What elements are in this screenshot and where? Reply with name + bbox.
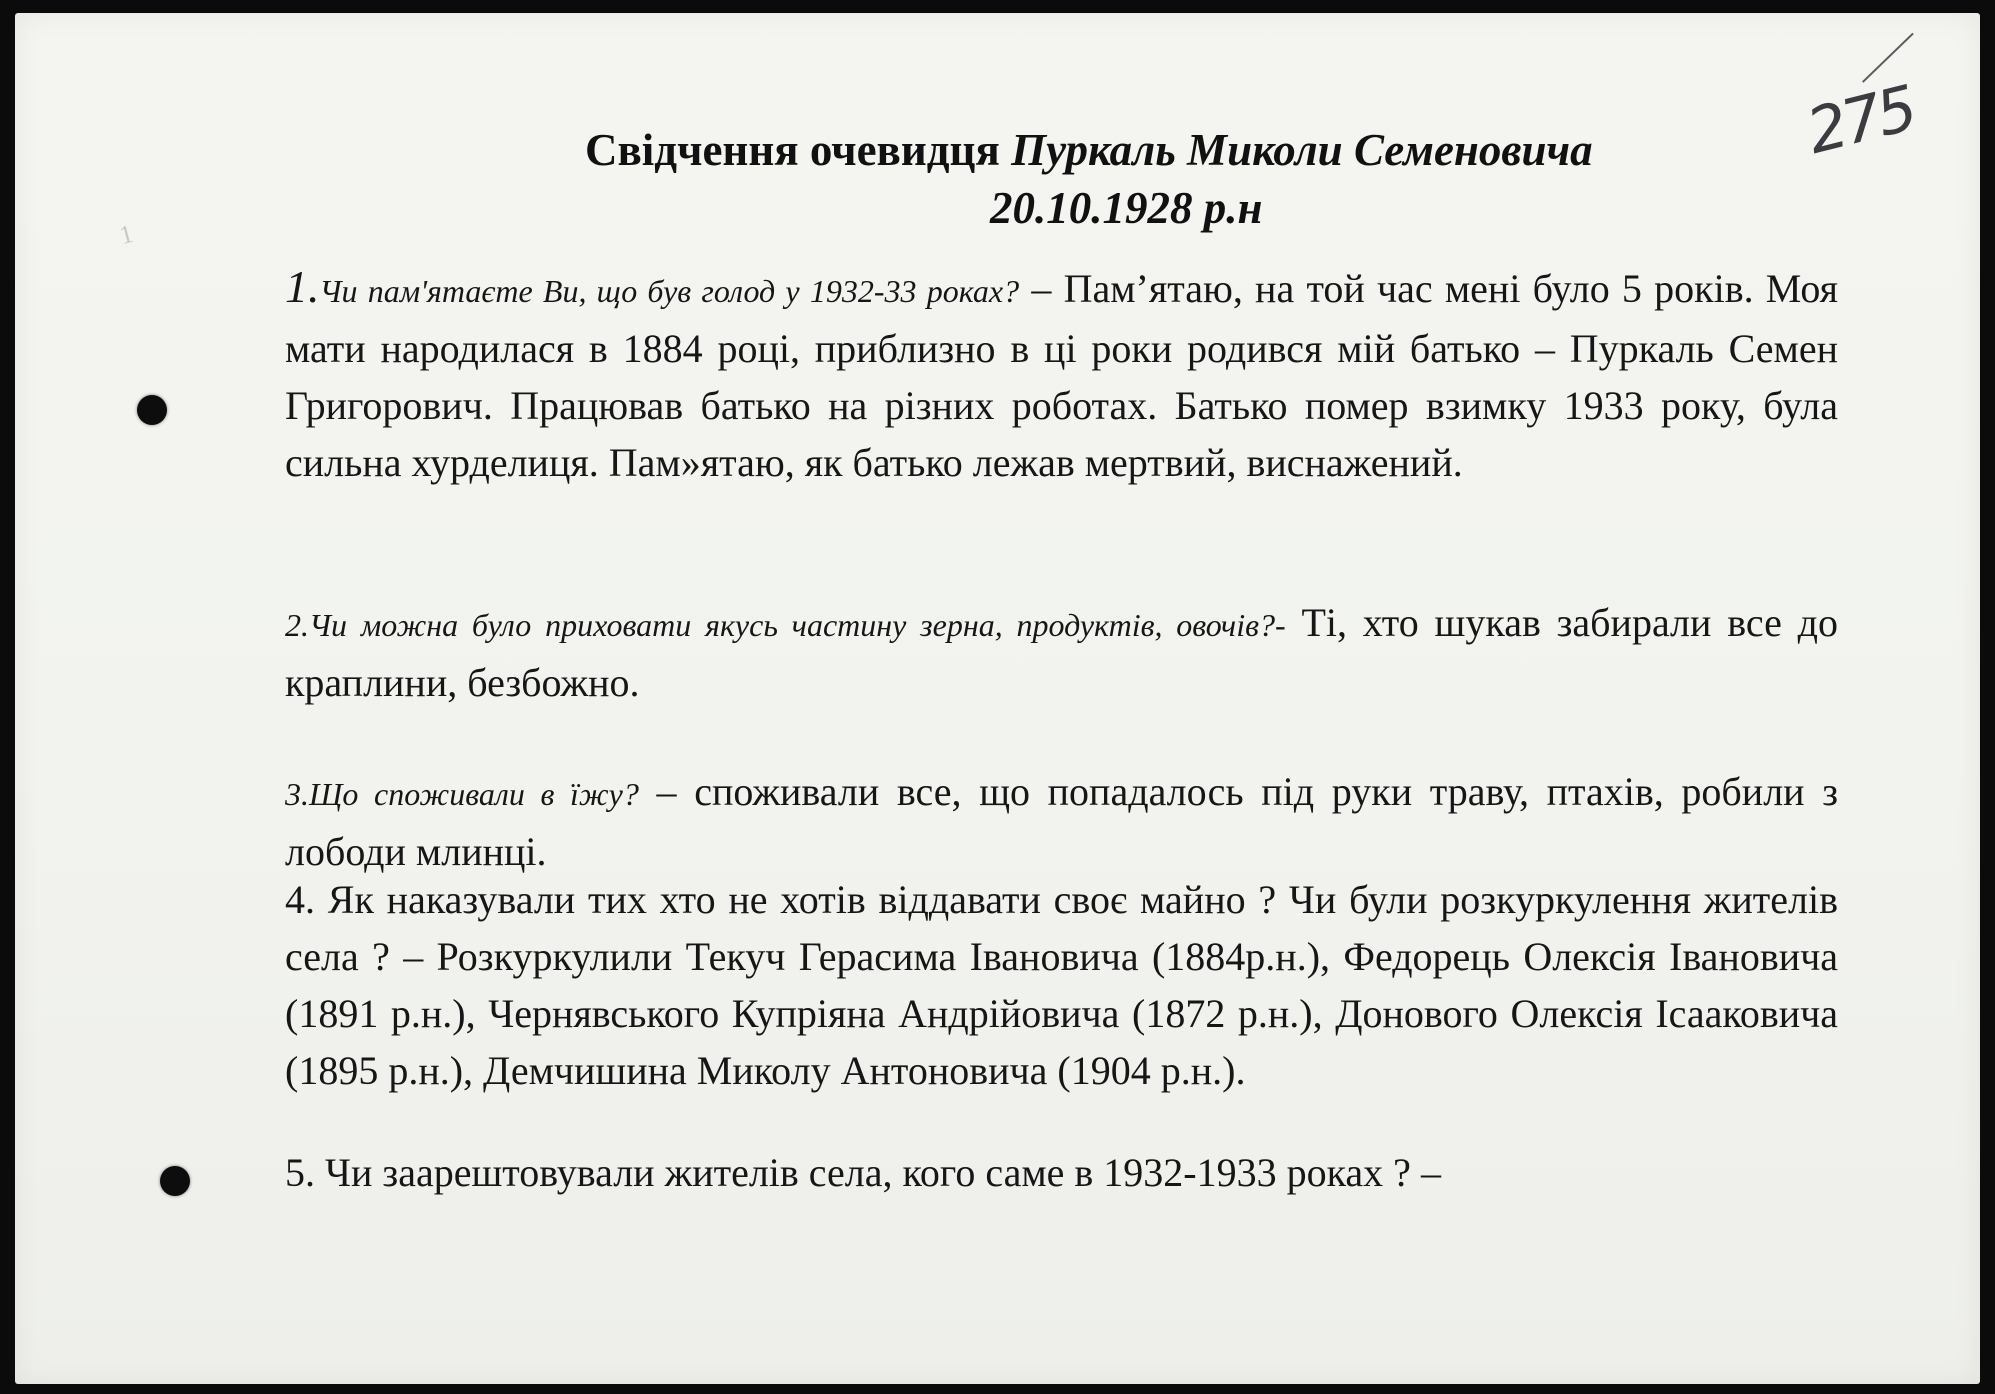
answer-text: Ті, хто шукав забирали все до краплини, безбожно. — [285, 600, 1839, 705]
punch-hole-bottom — [160, 1166, 190, 1196]
page-number-text: 275 — [1799, 71, 1921, 169]
answer-4: 4. Як наказували тих хто не хотів віддавати своє майно ? Чи були розкуркулення жителів села ? – Розкуркулили Текуч Герасима Івановича (1884р.н.), Федорець Олексія Івановича (1891 р.н.), Чернявського Купріяна Андрійовича (1872 р.н.), Донового Олексія Ісааковича (1895 р.н.), Демчишина Миколу Антоновича (1904 р.н.). — [285, 877, 1838, 1093]
answer-2 — [285, 594, 1838, 711]
question-number: 1. — [285, 261, 320, 312]
question-text: Чи можна було приховати якусь частину зерна, продуктів, овочів?- — [309, 607, 1286, 643]
margin-pencil-mark: 1 — [116, 218, 137, 251]
punch-hole-top — [137, 395, 167, 425]
separator — [1286, 600, 1302, 645]
question-number: 2. — [285, 607, 309, 643]
answer-5: 5. Чи заарештовували жителів села, кого саме в 1932-1933 роках ? – — [285, 1150, 1441, 1195]
answer-3 — [285, 763, 1838, 880]
question-text: Чи пам'ятаєте Ви, що був голод у 1932-33 роках? — [319, 273, 1020, 309]
question-number: 3. — [285, 776, 309, 812]
question-text: Що споживали в їжу? — [309, 776, 639, 812]
answer-text: Пам’ятаю, на той час мені було 5 років. Моя мати народилася в 1884 році, приблизно в ці роки родився мій батько – Пуркаль Семен Григорович. Працював батько на різних роботах. Батько помер взимку 1933 року, була сильна хурделиця. Пам»ятаю, як батько лежав мертвий, виснажений. — [285, 266, 1839, 485]
answer-text: споживали все, що попадалось під руки траву, птахів, робили з лободи млинці. — [285, 769, 1839, 874]
separator: – — [1019, 266, 1064, 311]
title-label: Свідчення очевидця — [585, 125, 1000, 175]
witness-birth-date: 20.10.1928 р.н — [990, 183, 1263, 233]
witness-name: Пуркаль Миколи Семеновича — [1011, 125, 1593, 175]
document-title — [585, 124, 1593, 176]
separator: – — [638, 769, 695, 814]
answer-1 — [285, 258, 1838, 491]
